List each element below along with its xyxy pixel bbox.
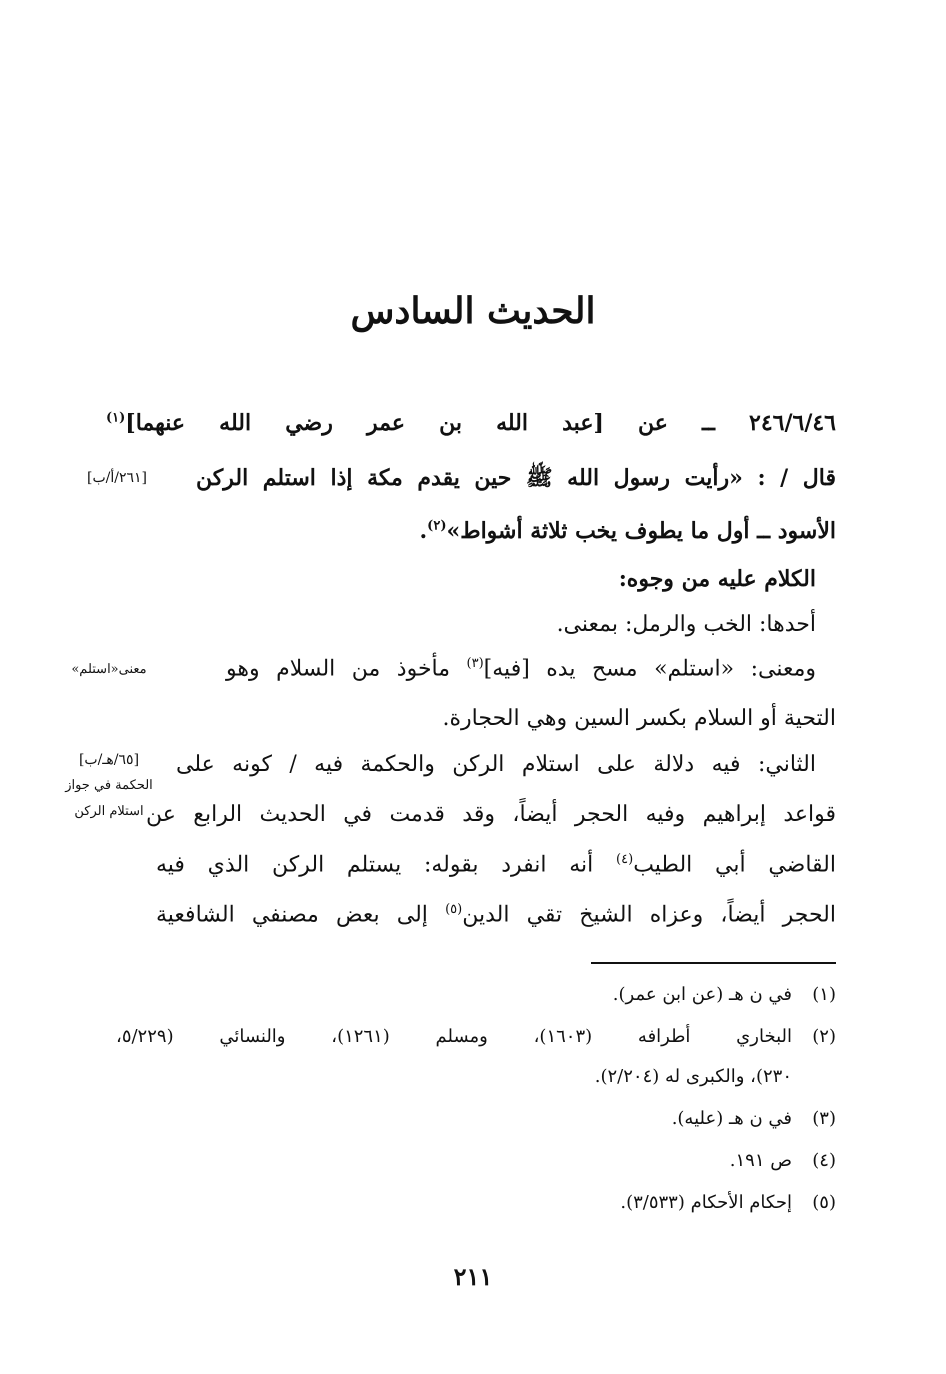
line-text: الكلام عليه من وجوه: (618, 566, 816, 592)
line-text: التحية أو السلام بكسر السين وهي الحجارة. (442, 706, 836, 731)
line-text: مأخوذ من السلام وهو (226, 656, 467, 682)
line-text: أحدها: الخب والرمل: بمعنى. (556, 612, 816, 637)
line-text: قال / : «رأيت رسول الله ﷺ حين يقدم مكة إذا استلم الركن (196, 465, 836, 491)
body-line-4 (86, 566, 816, 592)
body-line-2 (196, 464, 836, 496)
body-line-7 (106, 706, 836, 731)
footnote-ref: (٤) (616, 852, 634, 867)
footnote-1 (116, 984, 836, 1005)
body-line-6 (226, 656, 816, 681)
footnote-2 (116, 1026, 836, 1047)
body-line-8 (176, 752, 816, 777)
footnote-ref: (٢) (427, 518, 447, 534)
body-line-9 (146, 802, 836, 827)
footnote-text: إحكام الأحكام (٣/٥٣٣). (620, 1192, 792, 1213)
line-text: القاضي أبي الطيب (633, 852, 837, 878)
line-text: إلى بعض مصنفي الشافعية (156, 902, 446, 928)
margin-note-wisdom-1: الحكمة في جواز (65, 778, 153, 793)
footnote-number: (٢) (812, 1026, 836, 1047)
body-line-1 (106, 410, 836, 436)
margin-note-meaning: معنى«استلم» (71, 662, 147, 677)
footnote-2-continuation: ٢٣٠)، والكبرى له (٢/٢٠٤). (594, 1066, 792, 1087)
line-text: . (419, 518, 428, 544)
body-line-10 (156, 852, 836, 877)
body-line-5 (86, 612, 816, 637)
footnote-3 (116, 1108, 836, 1129)
footnote-text: البخاري أطرافه (١٦٠٣)، ومسلم (١٢٦١)، والنسائي (٥/٢٢٩، (116, 1026, 792, 1047)
footnote-4 (116, 1150, 836, 1171)
line-text: الأسود ــ أول ما يطوف يخب ثلاثة أشواط» (446, 518, 836, 544)
footnote-number: (٣) (812, 1108, 836, 1129)
footnote-number: (١) (812, 984, 836, 1005)
margin-ref-manuscript-1: [٢٦١/أ/ب] (87, 470, 147, 486)
margin-ref-manuscript-2: [٦٥/هـ/ب] (78, 752, 140, 768)
hadith-title: الحديث السادس (350, 290, 596, 332)
footnote-text: في ن هـ (عليه). (671, 1108, 792, 1129)
footnote-ref: (٣) (466, 656, 484, 671)
line-text: الحجر أيضاً، وعزاه الشيخ تقي الدين (462, 902, 836, 928)
line-text: قواعد إبراهيم وفيه الحجر أيضاً، وقد قدمت في الحديث الرابع عن (146, 802, 836, 827)
footnote-ref: (٥) (445, 902, 463, 917)
line-text: أنه انفرد بقوله: يستلم الركن الذي فيه (156, 852, 617, 878)
footnote-5 (116, 1192, 836, 1213)
body-line-3 (106, 518, 836, 544)
line-text: ٢٤٦/٦/٤٦ ــ عن [عبد الله بن عمر رضي الله عنهما] (125, 410, 836, 436)
footnote-text: في ن هـ (عن ابن عمر). (612, 984, 792, 1005)
line-text: الثاني: فيه دلالة على استلام الركن والحكمة فيه / كونه على (176, 752, 816, 777)
margin-note-wisdom-2: استلام الركن (74, 804, 144, 819)
footnote-number: (٤) (812, 1150, 836, 1171)
line-text: ومعنى: «استلم» مسح يده [فيه] (483, 656, 816, 682)
body-line-11 (156, 902, 836, 927)
page-number: ٢١١ (453, 1262, 493, 1291)
footnote-number: (٥) (812, 1192, 836, 1213)
footnote-divider (591, 962, 836, 964)
footnote-ref: (١) (106, 410, 126, 426)
footnote-text: ص ١٩١. (729, 1150, 792, 1171)
